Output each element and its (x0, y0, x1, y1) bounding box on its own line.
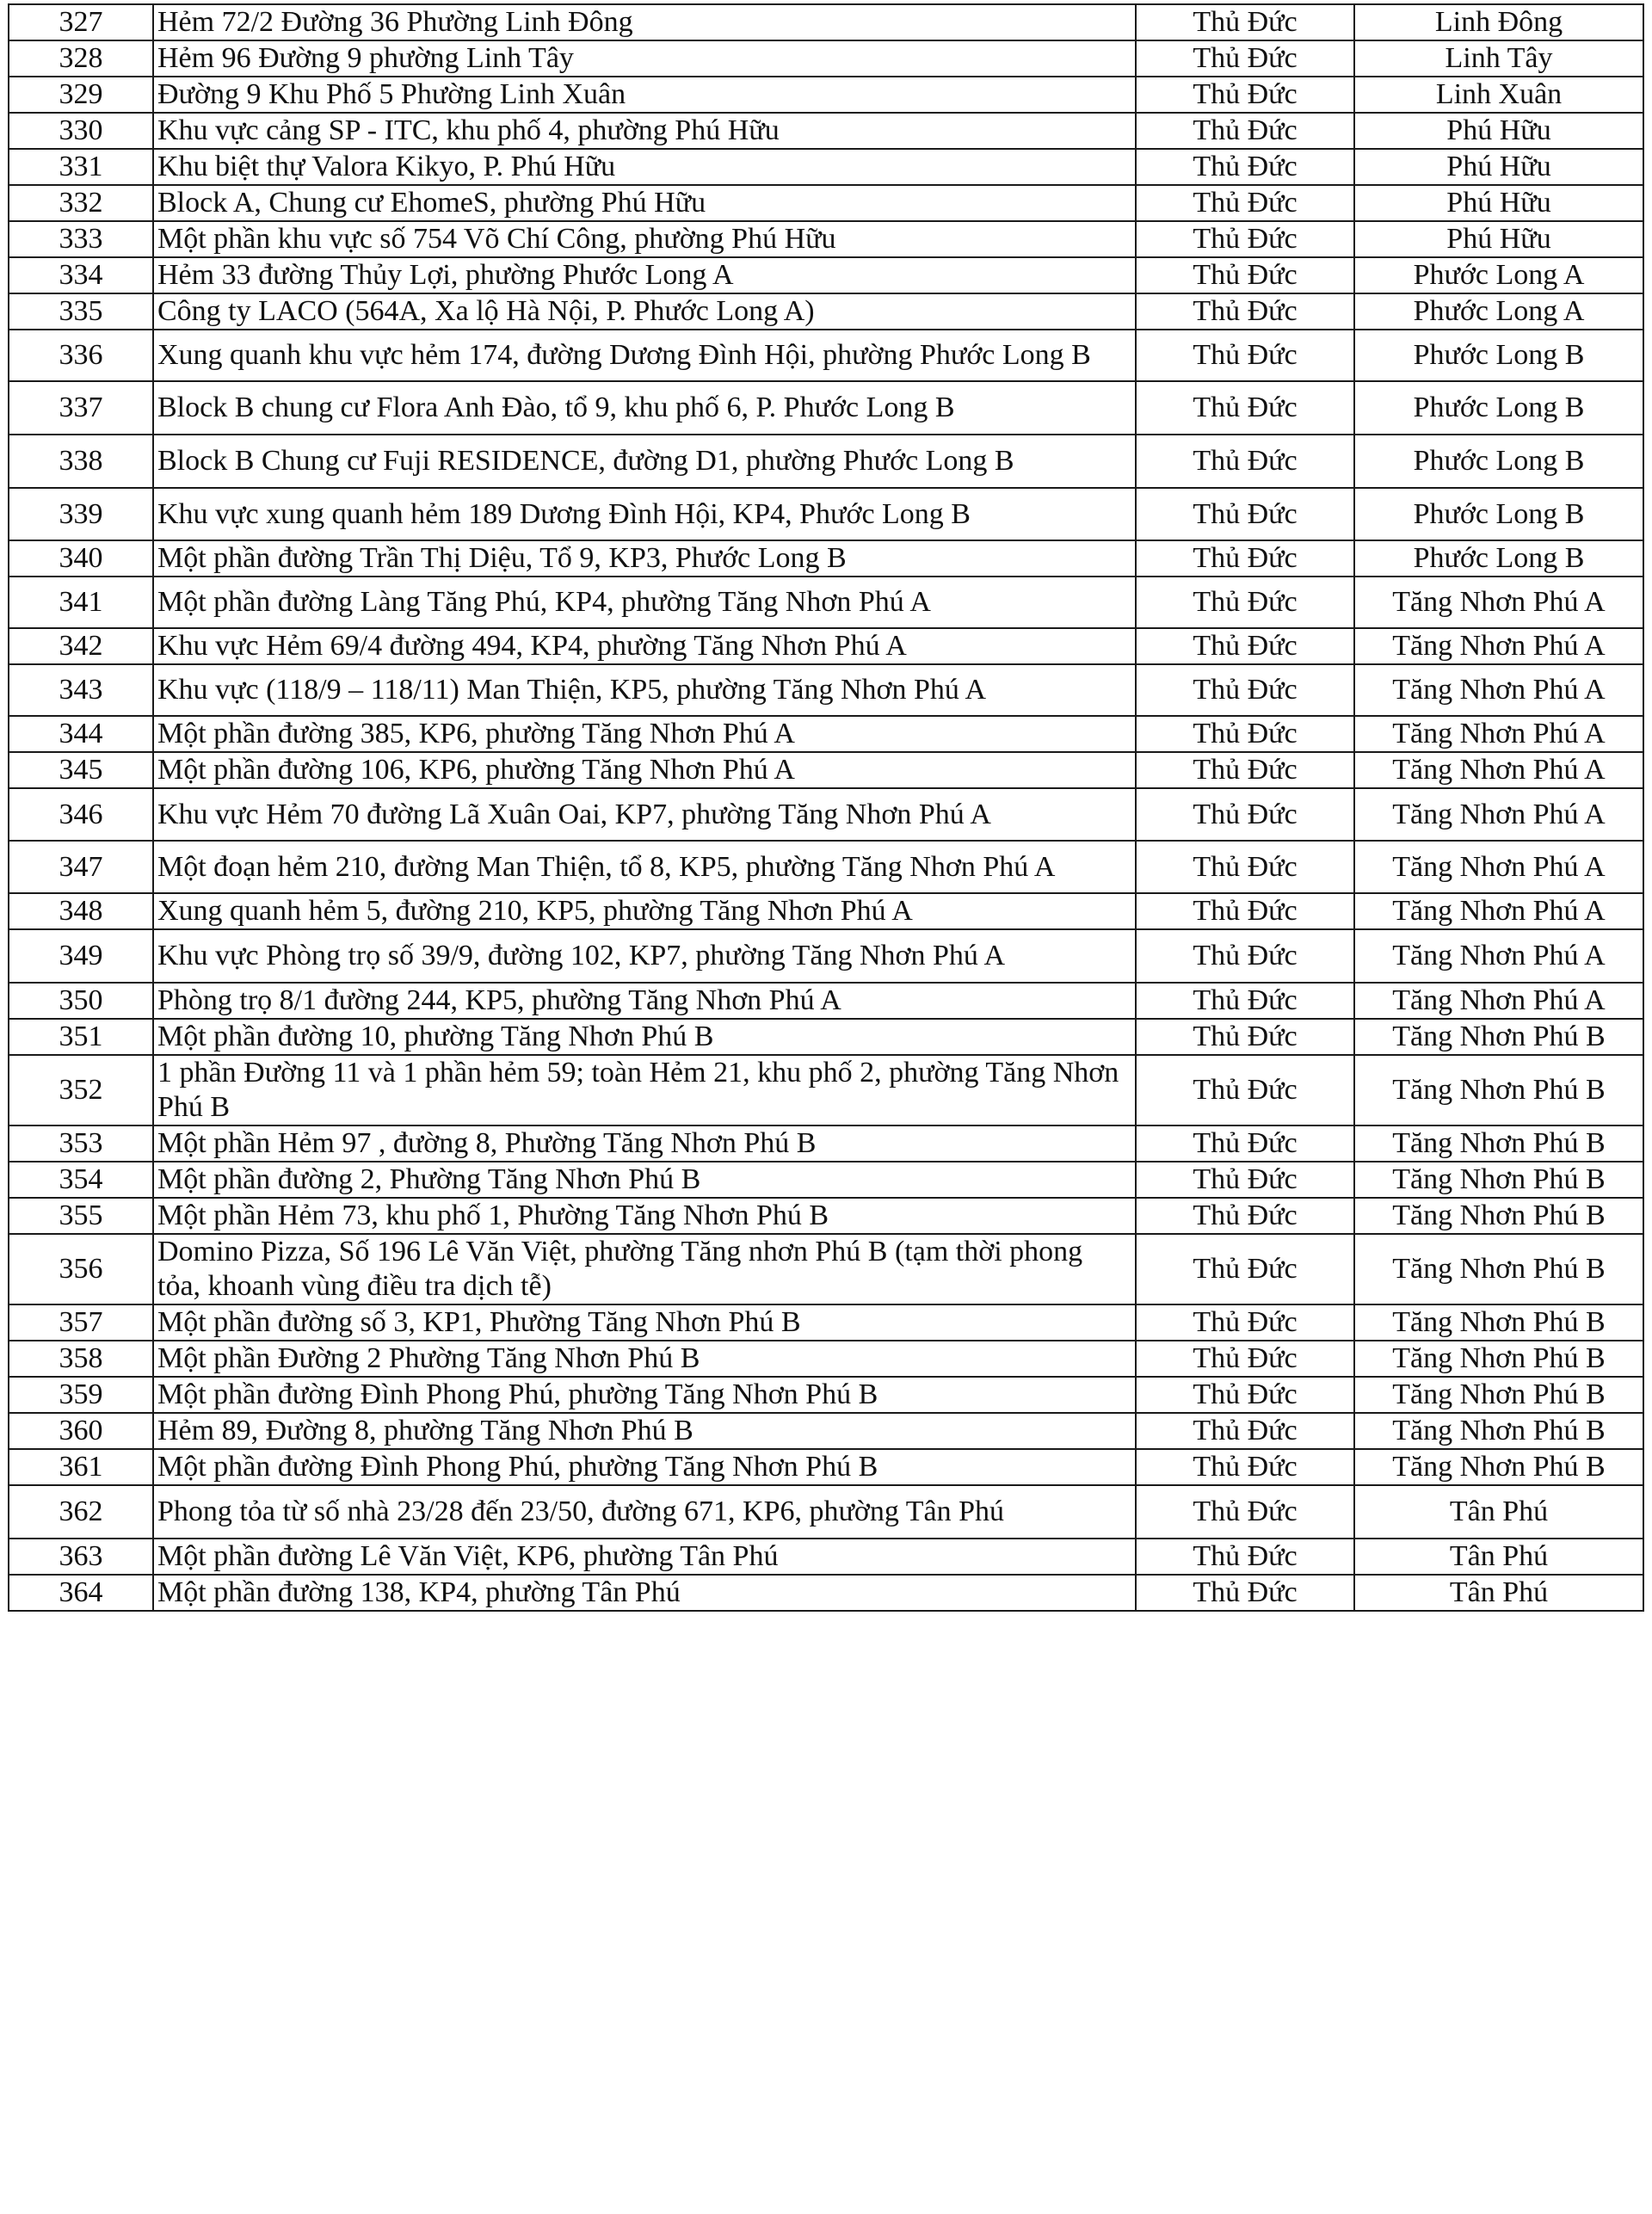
row-district: Thủ Đức (1136, 149, 1354, 185)
row-district: Thủ Đức (1136, 1485, 1354, 1539)
table-row (9, 1019, 1643, 1055)
row-address: Block B Chung cư Fuji RESIDENCE, đường D1, phường Phước Long B (153, 435, 1136, 488)
table-row (9, 330, 1643, 381)
row-address: Một phần đường Làng Tăng Phú, KP4, phường Tăng Nhơn Phú A (153, 577, 1136, 628)
row-number: 329 (9, 77, 153, 113)
table-row (9, 628, 1643, 664)
row-ward: Phước Long B (1354, 330, 1643, 381)
row-number: 362 (9, 1485, 153, 1539)
row-address: Đường 9 Khu Phố 5 Phường Linh Xuân (153, 77, 1136, 113)
row-district: Thủ Đức (1136, 1413, 1354, 1449)
row-ward: Phú Hữu (1354, 185, 1643, 221)
row-number: 352 (9, 1055, 153, 1126)
row-address: Khu biệt thự Valora Kikyo, P. Phú Hữu (153, 149, 1136, 185)
table-row (9, 929, 1643, 983)
row-address: Xung quanh khu vực hẻm 174, đường Dương Đình Hội, phường Phước Long B (153, 330, 1136, 381)
table-row (9, 1575, 1643, 1611)
row-ward: Tăng Nhơn Phú A (1354, 628, 1643, 664)
row-address: Block B chung cư Flora Anh Đào, tổ 9, khu phố 6, P. Phước Long B (153, 381, 1136, 435)
row-number: 343 (9, 664, 153, 716)
row-district: Thủ Đức (1136, 929, 1354, 983)
row-ward: Phước Long A (1354, 257, 1643, 293)
row-district: Thủ Đức (1136, 788, 1354, 841)
table-row (9, 1341, 1643, 1377)
row-address: Hẻm 89, Đường 8, phường Tăng Nhơn Phú B (153, 1413, 1136, 1449)
row-district: Thủ Đức (1136, 113, 1354, 149)
row-number: 348 (9, 893, 153, 929)
row-address: Một phần đường Đình Phong Phú, phường Tăng Nhơn Phú B (153, 1377, 1136, 1413)
row-number: 363 (9, 1539, 153, 1575)
row-ward: Tân Phú (1354, 1539, 1643, 1575)
row-number: 353 (9, 1126, 153, 1162)
row-ward: Tân Phú (1354, 1575, 1643, 1611)
row-number: 334 (9, 257, 153, 293)
table-row (9, 893, 1643, 929)
row-address: Khu vực xung quanh hẻm 189 Dương Đình Hội, KP4, Phước Long B (153, 488, 1136, 540)
row-number: 346 (9, 788, 153, 841)
row-ward: Linh Tây (1354, 40, 1643, 77)
row-number: 341 (9, 577, 153, 628)
row-number: 344 (9, 716, 153, 752)
table-row (9, 435, 1643, 488)
row-number: 359 (9, 1377, 153, 1413)
row-district: Thủ Đức (1136, 488, 1354, 540)
row-address: Công ty LACO (564A, Xa lộ Hà Nội, P. Phước Long A) (153, 293, 1136, 330)
row-number: 345 (9, 752, 153, 788)
row-district: Thủ Đức (1136, 577, 1354, 628)
row-district: Thủ Đức (1136, 1198, 1354, 1234)
table-row (9, 77, 1643, 113)
row-district: Thủ Đức (1136, 983, 1354, 1019)
row-district: Thủ Đức (1136, 1162, 1354, 1198)
table-row (9, 540, 1643, 577)
table-row (9, 1126, 1643, 1162)
row-ward: Phước Long B (1354, 488, 1643, 540)
row-ward: Tăng Nhơn Phú B (1354, 1377, 1643, 1413)
row-district: Thủ Đức (1136, 185, 1354, 221)
row-number: 360 (9, 1413, 153, 1449)
table-row (9, 1304, 1643, 1341)
row-ward: Tăng Nhơn Phú B (1354, 1449, 1643, 1485)
row-district: Thủ Đức (1136, 1055, 1354, 1126)
table-row (9, 40, 1643, 77)
table-row (9, 1485, 1643, 1539)
row-ward: Tăng Nhơn Phú B (1354, 1019, 1643, 1055)
table-row (9, 1377, 1643, 1413)
row-district: Thủ Đức (1136, 716, 1354, 752)
row-number: 354 (9, 1162, 153, 1198)
row-address: Xung quanh hẻm 5, đường 210, KP5, phường Tăng Nhơn Phú A (153, 893, 1136, 929)
row-number: 332 (9, 185, 153, 221)
row-address: Một phần đường 385, KP6, phường Tăng Nhơn Phú A (153, 716, 1136, 752)
table-row (9, 664, 1643, 716)
row-ward: Phú Hữu (1354, 149, 1643, 185)
row-address: Một phần đường 2, Phường Tăng Nhơn Phú B (153, 1162, 1136, 1198)
row-ward: Phú Hữu (1354, 113, 1643, 149)
row-district: Thủ Đức (1136, 841, 1354, 893)
table-row (9, 841, 1643, 893)
table-row (9, 4, 1643, 40)
table-row (9, 1198, 1643, 1234)
row-number: 347 (9, 841, 153, 893)
row-number: 342 (9, 628, 153, 664)
row-address: Một phần đường 138, KP4, phường Tân Phú (153, 1575, 1136, 1611)
row-number: 356 (9, 1234, 153, 1304)
row-ward: Tăng Nhơn Phú A (1354, 841, 1643, 893)
lockdown-areas-table (8, 3, 1644, 1612)
table-row (9, 752, 1643, 788)
row-ward: Phước Long A (1354, 293, 1643, 330)
row-district: Thủ Đức (1136, 1304, 1354, 1341)
row-address: Một phần đường 10, phường Tăng Nhơn Phú B (153, 1019, 1136, 1055)
row-number: 358 (9, 1341, 153, 1377)
row-number: 339 (9, 488, 153, 540)
row-address: Phong tỏa từ số nhà 23/28 đến 23/50, đường 671, KP6, phường Tân Phú (153, 1485, 1136, 1539)
row-ward: Linh Đông (1354, 4, 1643, 40)
row-address: Khu vực Hẻm 69/4 đường 494, KP4, phường Tăng Nhơn Phú A (153, 628, 1136, 664)
row-number: 337 (9, 381, 153, 435)
table-row (9, 293, 1643, 330)
row-number: 350 (9, 983, 153, 1019)
table-row (9, 1055, 1643, 1126)
row-address: Khu vực (118/9 – 118/11) Man Thiện, KP5, phường Tăng Nhơn Phú A (153, 664, 1136, 716)
row-district: Thủ Đức (1136, 221, 1354, 257)
row-district: Thủ Đức (1136, 4, 1354, 40)
table-row (9, 1413, 1643, 1449)
row-district: Thủ Đức (1136, 1126, 1354, 1162)
row-ward: Tăng Nhơn Phú A (1354, 929, 1643, 983)
row-ward: Tân Phú (1354, 1485, 1643, 1539)
row-number: 335 (9, 293, 153, 330)
table-row (9, 257, 1643, 293)
row-number: 351 (9, 1019, 153, 1055)
row-district: Thủ Đức (1136, 293, 1354, 330)
row-ward: Tăng Nhơn Phú B (1354, 1055, 1643, 1126)
row-number: 340 (9, 540, 153, 577)
row-address: Khu vực Phòng trọ số 39/9, đường 102, KP7, phường Tăng Nhơn Phú A (153, 929, 1136, 983)
row-ward: Tăng Nhơn Phú B (1354, 1413, 1643, 1449)
row-ward: Tăng Nhơn Phú B (1354, 1304, 1643, 1341)
row-address: Một phần Hẻm 73, khu phố 1, Phường Tăng Nhơn Phú B (153, 1198, 1136, 1234)
row-address: Một phần khu vực số 754 Võ Chí Công, phường Phú Hữu (153, 221, 1136, 257)
row-address: Block A, Chung cư EhomeS, phường Phú Hữu (153, 185, 1136, 221)
row-ward: Phú Hữu (1354, 221, 1643, 257)
row-district: Thủ Đức (1136, 77, 1354, 113)
row-ward: Tăng Nhơn Phú A (1354, 664, 1643, 716)
row-address: Phòng trọ 8/1 đường 244, KP5, phường Tăng Nhơn Phú A (153, 983, 1136, 1019)
row-ward: Tăng Nhơn Phú B (1354, 1341, 1643, 1377)
row-district: Thủ Đức (1136, 752, 1354, 788)
row-district: Thủ Đức (1136, 257, 1354, 293)
row-ward: Tăng Nhơn Phú B (1354, 1234, 1643, 1304)
row-number: 357 (9, 1304, 153, 1341)
row-ward: Tăng Nhơn Phú A (1354, 983, 1643, 1019)
row-district: Thủ Đức (1136, 1341, 1354, 1377)
row-district: Thủ Đức (1136, 1575, 1354, 1611)
row-district: Thủ Đức (1136, 1019, 1354, 1055)
row-number: 331 (9, 149, 153, 185)
table-row (9, 1539, 1643, 1575)
table-row (9, 381, 1643, 435)
row-district: Thủ Đức (1136, 893, 1354, 929)
row-ward: Tăng Nhơn Phú A (1354, 752, 1643, 788)
row-address: Hẻm 72/2 Đường 36 Phường Linh Đông (153, 4, 1136, 40)
row-address: 1 phần Đường 11 và 1 phần hẻm 59; toàn Hẻm 21, khu phố 2, phường Tăng Nhơn Phú B (153, 1055, 1136, 1126)
row-number: 364 (9, 1575, 153, 1611)
row-ward: Tăng Nhơn Phú B (1354, 1198, 1643, 1234)
row-ward: Tăng Nhơn Phú B (1354, 1162, 1643, 1198)
row-address: Khu vực cảng SP - ITC, khu phố 4, phường Phú Hữu (153, 113, 1136, 149)
row-district: Thủ Đức (1136, 330, 1354, 381)
row-ward: Phước Long B (1354, 381, 1643, 435)
row-address: Một phần đường số 3, KP1, Phường Tăng Nhơn Phú B (153, 1304, 1136, 1341)
row-address: Hẻm 96 Đường 9 phường Linh Tây (153, 40, 1136, 77)
table-row (9, 716, 1643, 752)
row-number: 333 (9, 221, 153, 257)
table-row (9, 149, 1643, 185)
row-address: Hẻm 33 đường Thủy Lợi, phường Phước Long A (153, 257, 1136, 293)
row-number: 327 (9, 4, 153, 40)
table-row (9, 221, 1643, 257)
row-district: Thủ Đức (1136, 40, 1354, 77)
row-ward: Tăng Nhơn Phú A (1354, 788, 1643, 841)
row-number: 349 (9, 929, 153, 983)
row-address: Một phần Đường 2 Phường Tăng Nhơn Phú B (153, 1341, 1136, 1377)
row-address: Một đoạn hẻm 210, đường Man Thiện, tổ 8, KP5, phường Tăng Nhơn Phú A (153, 841, 1136, 893)
row-ward: Tăng Nhơn Phú A (1354, 577, 1643, 628)
table-row (9, 983, 1643, 1019)
row-number: 361 (9, 1449, 153, 1485)
table-row (9, 1162, 1643, 1198)
table-body (9, 4, 1643, 1611)
table-row (9, 1449, 1643, 1485)
row-number: 355 (9, 1198, 153, 1234)
table-row (9, 488, 1643, 540)
row-ward: Phước Long B (1354, 435, 1643, 488)
row-ward: Tăng Nhơn Phú A (1354, 893, 1643, 929)
row-district: Thủ Đức (1136, 1449, 1354, 1485)
table-row (9, 788, 1643, 841)
row-address: Một phần đường 106, KP6, phường Tăng Nhơn Phú A (153, 752, 1136, 788)
row-address: Domino Pizza, Số 196 Lê Văn Việt, phường Tăng nhơn Phú B (tạm thời phong tỏa, khoanh vùng điều tra dịch tễ) (153, 1234, 1136, 1304)
row-ward: Tăng Nhơn Phú A (1354, 716, 1643, 752)
row-number: 338 (9, 435, 153, 488)
table-row (9, 1234, 1643, 1304)
row-district: Thủ Đức (1136, 1539, 1354, 1575)
row-district: Thủ Đức (1136, 664, 1354, 716)
row-address: Một phần Hẻm 97 , đường 8, Phường Tăng Nhơn Phú B (153, 1126, 1136, 1162)
row-district: Thủ Đức (1136, 628, 1354, 664)
row-ward: Tăng Nhơn Phú B (1354, 1126, 1643, 1162)
table-row (9, 185, 1643, 221)
row-district: Thủ Đức (1136, 381, 1354, 435)
row-district: Thủ Đức (1136, 1234, 1354, 1304)
row-district: Thủ Đức (1136, 435, 1354, 488)
row-ward: Linh Xuân (1354, 77, 1643, 113)
row-address: Một phần đường Trần Thị Diệu, Tổ 9, KP3, Phước Long B (153, 540, 1136, 577)
table-row (9, 113, 1643, 149)
row-address: Một phần đường Lê Văn Việt, KP6, phường Tân Phú (153, 1539, 1136, 1575)
row-number: 336 (9, 330, 153, 381)
table-row (9, 577, 1643, 628)
row-number: 328 (9, 40, 153, 77)
row-address: Khu vực Hẻm 70 đường Lã Xuân Oai, KP7, phường Tăng Nhơn Phú A (153, 788, 1136, 841)
row-district: Thủ Đức (1136, 540, 1354, 577)
row-ward: Phước Long B (1354, 540, 1643, 577)
row-district: Thủ Đức (1136, 1377, 1354, 1413)
row-address: Một phần đường Đình Phong Phú, phường Tăng Nhơn Phú B (153, 1449, 1136, 1485)
row-number: 330 (9, 113, 153, 149)
